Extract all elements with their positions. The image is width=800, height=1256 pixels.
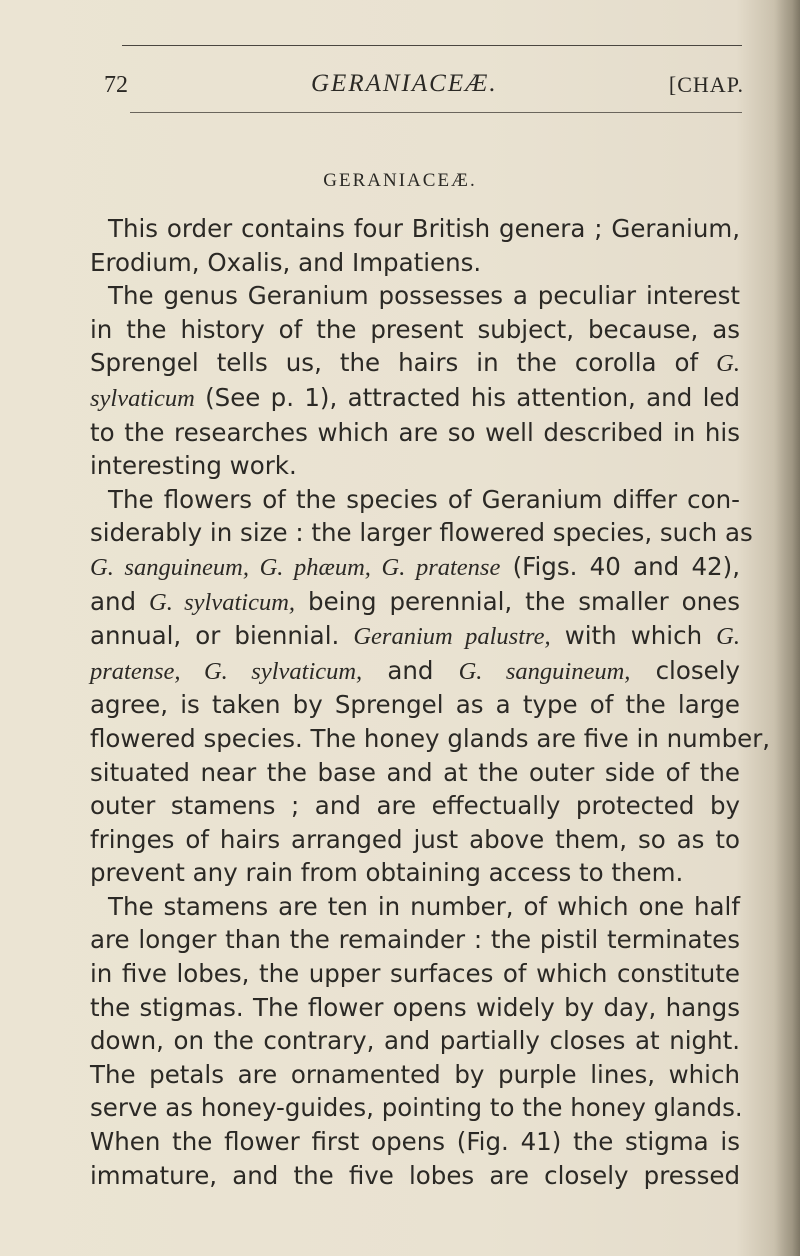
text-line: outer stamens ; and are effectually protected by [90, 791, 740, 821]
text-line: flowered species. The honey glands are five in number, [90, 723, 771, 753]
top-rule [122, 45, 742, 46]
text-line: to the researches which are so well described in his [90, 417, 740, 447]
text-line: fringes of hairs arranged just above them, so as to [90, 824, 740, 854]
text-line: sylvaticum (See p. 1), attracted his attention, and led [90, 382, 740, 412]
running-header [104, 68, 744, 108]
text-line: The petals are ornamented by purple lines, which [90, 1059, 740, 1089]
page-number: 72 [104, 72, 128, 98]
running-title: GERANIACEÆ. [311, 70, 498, 97]
section-heading: GERANIACEÆ. [323, 170, 477, 191]
header-rule [130, 112, 742, 113]
text-line: siderably in size : the larger flowered species, such as [90, 518, 753, 548]
page-edge-shadow [774, 0, 800, 1256]
text-line: down, on the contrary, and partially closes at night. [90, 1026, 740, 1056]
text-line: pratense, G. sylvaticum, and G. sanguineum, closely [90, 655, 740, 685]
text-line: Sprengel tells us, the hairs in the corolla of G. [90, 348, 740, 378]
text-line: immature, and the five lobes are closely pressed [90, 1160, 740, 1190]
text-line: agree, is taken by Sprengel as a type of the large [90, 690, 740, 720]
text-line: The stamens are ten in number, of which one half [108, 891, 740, 921]
text-line: situated near the base and at the outer side of the [90, 757, 740, 787]
text-line: The genus Geranium possesses a peculiar interest [108, 281, 740, 311]
text-line: This order contains four British genera ; Geranium, [108, 214, 740, 243]
text-line: prevent any rain from obtaining access to them. [90, 858, 684, 888]
text-line: annual, or biennial. Geranium palustre, with which G. [90, 621, 740, 651]
text-line: When the flower first opens (Fig. 41) the stigma is [90, 1127, 740, 1157]
text-line: interesting work. [90, 451, 297, 481]
text-line: the stigmas. The flower opens widely by day, hangs [90, 992, 740, 1022]
text-line: serve as honey-guides, pointing to the honey glands. [90, 1093, 743, 1123]
text-line: are longer than the remainder : the pistil terminates [90, 925, 740, 955]
chapter-marker: [CHAP. [668, 72, 744, 97]
text-line: and G. sylvaticum, being perennial, the smaller ones [90, 586, 740, 616]
text-line: in the history of the present subject, because, as [90, 314, 740, 344]
text-line: in five lobes, the upper surfaces of which constitute [90, 959, 740, 989]
text-line: The flowers of the species of Geranium differ con- [108, 484, 740, 514]
text-line: G. sanguineum, G. phæum, G. pratense (Figs. 40 and 42), [90, 551, 740, 581]
text-line: Erodium, Oxalis, and Impatiens. [90, 247, 482, 277]
body-text [90, 212, 771, 1192]
